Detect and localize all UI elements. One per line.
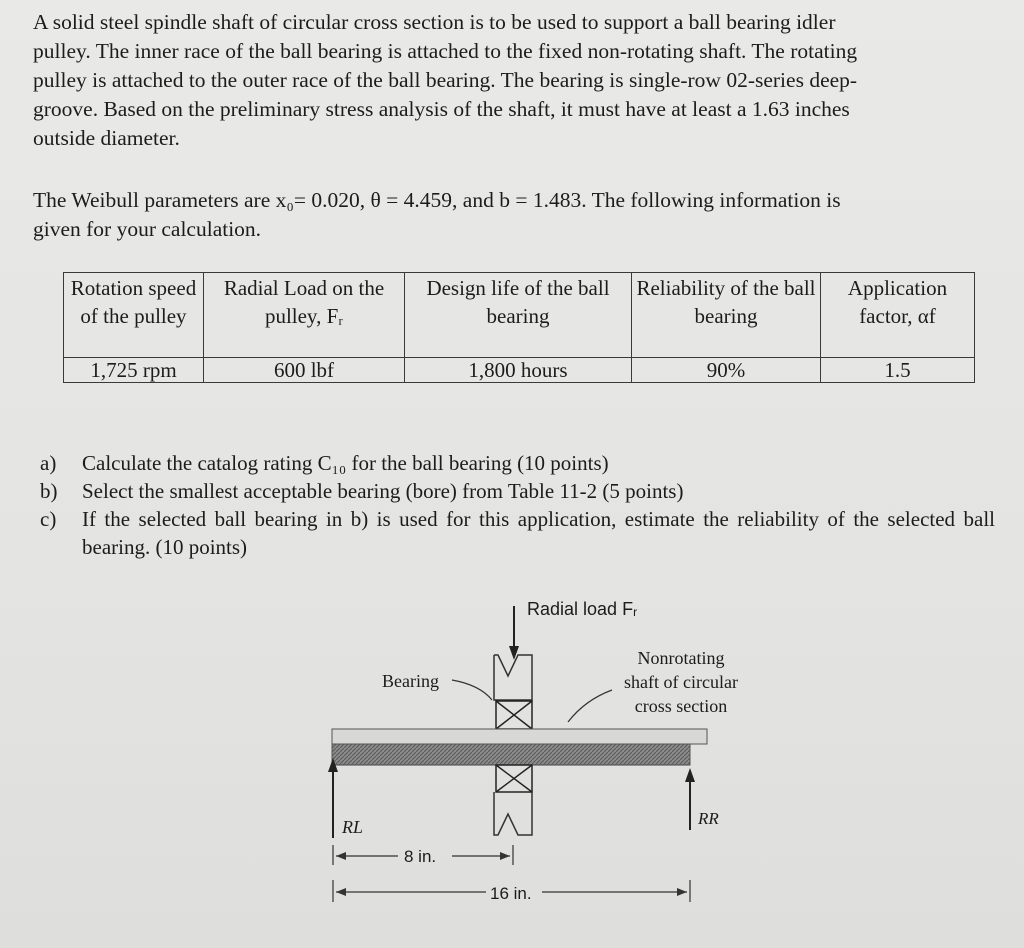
value-design-life: 1,800 hours <box>405 358 632 383</box>
bearing-leader <box>452 680 492 700</box>
value-radial-load: 600 lbf <box>204 358 405 383</box>
question-text: Calculate the catalog rating C₁₀ for the ball bearing (10 points) <box>82 451 609 475</box>
reaction-left-label: RL <box>342 817 364 837</box>
intro-line: A solid steel spindle shaft of circular cross section is to be used to support a ball bearing idler <box>33 10 836 34</box>
pulley-top <box>494 655 532 700</box>
radial-load-label: Radial load Fᵣ <box>527 599 638 619</box>
dimension-16in-label: 16 in. <box>490 884 532 903</box>
question-text: If the selected ball bearing in b) is used for this application, estimate the reliability of the selected ball bearing. (10 points) <box>82 507 995 559</box>
intro-line: outside diameter. <box>33 126 180 150</box>
value-rotation-speed: 1,725 rpm <box>64 358 204 383</box>
intro-line: pulley is attached to the outer race of the ball bearing. The bearing is single-row 02-series deep- <box>33 68 858 92</box>
shaft-label <box>606 646 756 718</box>
radial-load-arrow <box>509 606 519 660</box>
header-application-factor: Application factor, αf <box>821 273 975 358</box>
bearing-upper-icon <box>496 701 532 729</box>
pulley-bottom <box>494 792 532 835</box>
value-reliability: 90% <box>632 358 821 383</box>
bearing-lower-icon <box>496 765 532 792</box>
header-rotation-speed: Rotation speed of the pulley <box>64 273 204 358</box>
reaction-right-label: RR <box>698 809 719 828</box>
value-application-factor: 1.5 <box>821 358 975 383</box>
weibull-line: The Weibull parameters are x₀= 0.020, θ = 4.459, and b = 1.483. The following information is <box>33 188 841 212</box>
question-letter: c) <box>40 507 57 531</box>
dimension-8in-label: 8 in. <box>404 847 437 866</box>
header-radial-load: Radial Load on the pulley, Fᵣ <box>204 273 405 358</box>
reaction-left-arrow <box>328 758 338 838</box>
shaft-label-line: Nonrotating <box>637 648 725 668</box>
question-letter: a) <box>40 451 57 475</box>
reaction-right-arrow <box>685 768 695 830</box>
bearing-label: Bearing <box>382 671 439 691</box>
shaft-label-line: cross section <box>634 696 728 716</box>
weibull-line: given for your calculation. <box>33 217 262 241</box>
header-design-life: Design life of the ball bearing <box>405 273 632 358</box>
question-letter: b) <box>40 479 58 503</box>
header-reliability: Reliability of the ball bearing <box>632 273 821 358</box>
question-text: Select the smallest acceptable bearing (bore) from Table 11-2 (5 points) <box>82 479 684 503</box>
shaft-label-line: shaft of circular <box>624 672 738 692</box>
intro-line: pulley. The inner race of the ball bearing is attached to the fixed non-rotating shaft. The rotating <box>33 39 858 63</box>
shaft <box>332 729 707 765</box>
intro-line: groove. Based on the preliminary stress analysis of the shaft, it must have at least a 1.63 inches <box>33 97 850 121</box>
